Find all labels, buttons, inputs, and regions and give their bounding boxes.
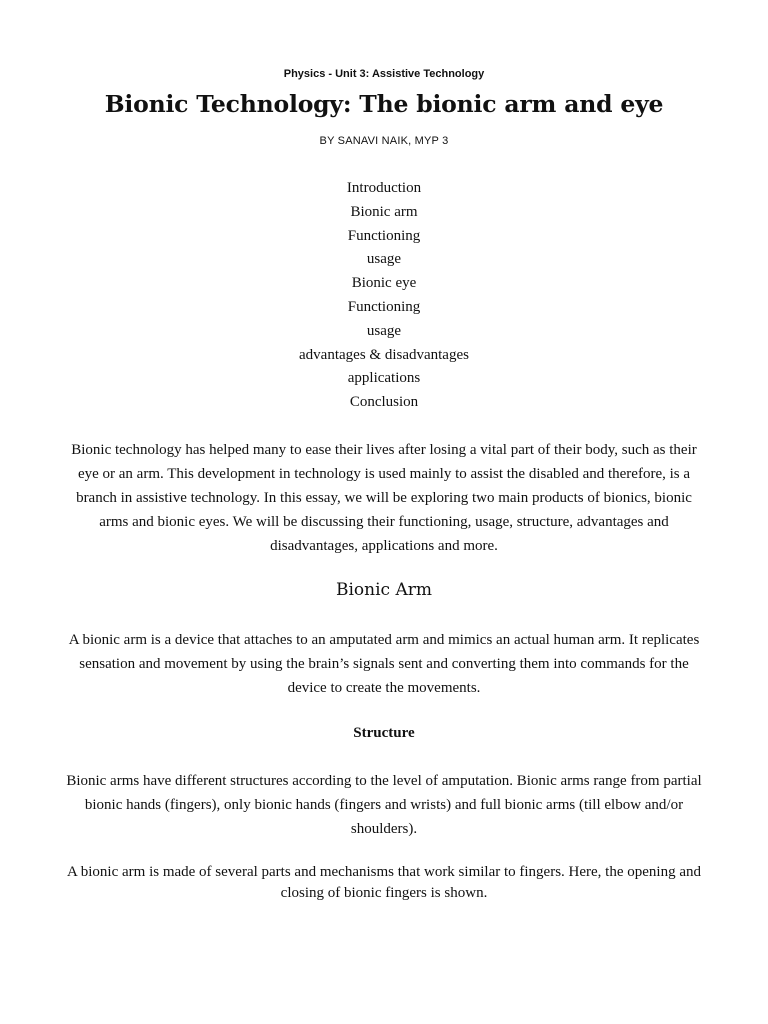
toc-item: Conclusion: [349, 394, 419, 411]
bionic-arm-heading: Bionic Arm: [336, 580, 432, 600]
toc-item: Bionic eye: [351, 275, 417, 292]
intro-paragraph: Bionic technology has helped many to ease their lives after losing a vital part of their body, such as their eye or an arm. This development in technology is used mainly to assist the disabled and therefore, is a branch in assistive technology. In this essay, we will be exploring two main products of bionics, bionic arms and bionic eyes. We will be discussing their functioning, usage, structure, advantages and disadvantages, applications and more.: [71, 442, 697, 554]
toc-item: applications: [347, 370, 421, 387]
table-of-contents: [0, 177, 768, 415]
toc-item: usage: [366, 251, 402, 268]
toc-item: Functioning: [347, 227, 421, 244]
structure-heading: Structure: [353, 725, 415, 741]
toc-item: usage: [366, 322, 402, 339]
toc-item: advantages & disadvantages: [299, 346, 469, 363]
subject-line: Physics - Unit 3: Assistive Technology: [283, 68, 485, 80]
toc-item: Introduction: [346, 180, 422, 196]
document-title: Bionic Technology: The bionic arm and eye: [104, 90, 664, 118]
author-byline: BY SANAVI NAIK, MYP 3: [319, 135, 449, 147]
bionic-arm-paragraph: A bionic arm is a device that attaches to an amputated arm and mimics an actual human arm. It replicates sensation and movement by using the brain’s signals sent and converting them into commands for the device to create the movements.: [68, 632, 700, 696]
toc-item: Functioning: [347, 298, 421, 315]
structure-paragraph-2: A bionic arm is made of several parts and mechanisms that work similar to fingers. Here, the opening and closing of bionic fingers is shown.: [67, 864, 701, 901]
toc-item: Bionic arm: [350, 203, 418, 220]
structure-paragraph-1: Bionic arms have different structures according to the level of amputation. Bionic arms range from partial bionic hands (fingers), only bionic hands (fingers and wrists) and full bionic arms (till elbow and/or shoulders).: [66, 773, 702, 837]
